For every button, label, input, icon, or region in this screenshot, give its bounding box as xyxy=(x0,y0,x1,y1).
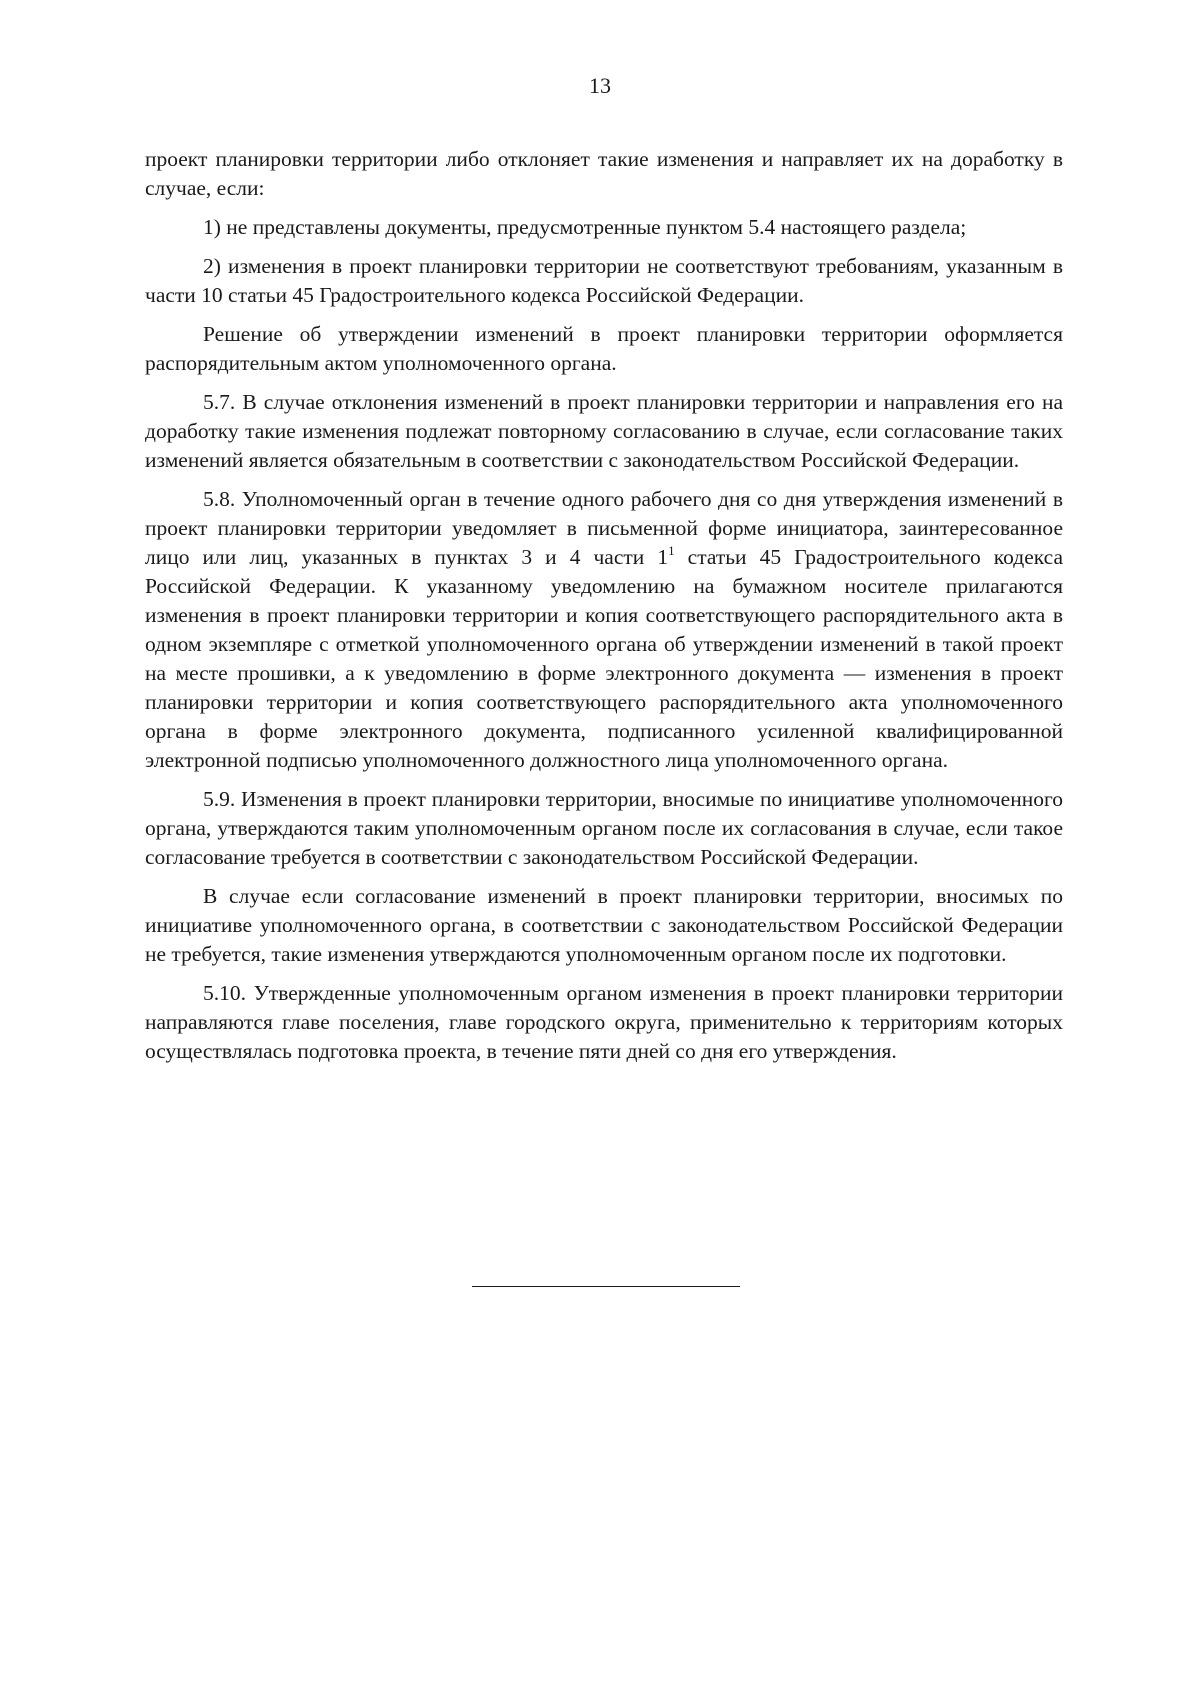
paragraph-item-2: 2) изменения в проект планировки территории не соответствуют требованиям, указанным в части 10 статьи 45 Градостроительного кодекса Российской Федерации. xyxy=(145,254,1063,307)
paragraph-5-9: 5.9. Изменения в проект планировки территории, вносимые по инициативе уполномоченного органа, утверждаются таким уполномоченным органом после их согласования в случае, если такое согласование требуется в соответствии с законодательством Российской Федерации. xyxy=(145,787,1063,869)
paragraph-item-1: 1) не представлены документы, предусмотренные пунктом 5.4 настоящего раздела; xyxy=(203,215,967,239)
end-of-document-rule xyxy=(472,1286,740,1287)
paragraph-no-approval: В случае если согласование изменений в проект планировки территории, вносимых по инициативе уполномоченного органа, в соответствии с законодательством Российской Федерации не требуется, такие изменения утверждаются уполномоченным органом после их подготовки. xyxy=(145,884,1063,966)
document-body xyxy=(145,145,1063,1076)
paragraph-decision: Решение об утверждении изменений в проект планировки территории оформляется распорядительным актом уполномоченного органа. xyxy=(145,322,1063,375)
paragraph-5-10: 5.10. Утвержденные уполномоченным органом изменения в проект планировки территории направляются главе поселения, главе городского округа, применительно к территориям которых осуществлялась подготовка проекта, в течение пяти дней со дня его утверждения. xyxy=(145,981,1063,1063)
paragraph-5-8-part-2: статьи 45 Градостроительного кодекса Российской Федерации. К указанному уведомлению на бумажном носителе прилагаются изменения в проект планировки территории и копия соответствующего распорядительного акта в одном экземпляре с отметкой уполномоченного органа об утверждении изменений в такой проект на месте прошивки, а к уведомлению в форме электронного документа — изменения в проект планировки территории и копия соответствующего распорядительного акта уполномоченного органа в форме электронного документа, подписанного усиленной квалифицированной электронной подписью уполномоченного должностного лица уполномоченного органа. xyxy=(145,545,1063,772)
paragraph-5-8-part-1: 5.8. Уполномоченный орган в течение одного рабочего дня со дня утверждения изменений в проект планировки территории уведомляет в письменной форме инициатора, заинтересованное лицо или лиц, указанных в пунктах 3 и 4 части 1 xyxy=(145,487,1063,569)
paragraph-5-8 xyxy=(145,485,1063,775)
paragraph-5-7: 5.7. В случае отклонения изменений в проект планировки территории и направления его на доработку такие изменения подлежат повторному согласованию в случае, если согласование таких изменений является обязательным в соответствии с законодательством Российской Федерации. xyxy=(145,390,1063,472)
paragraph-continuation: проект планировки территории либо отклоняет такие изменения и направляет их на доработку в случае, если: xyxy=(145,147,1063,200)
superscript-part-number: 1 xyxy=(668,543,675,558)
page-number: 13 xyxy=(589,73,611,98)
